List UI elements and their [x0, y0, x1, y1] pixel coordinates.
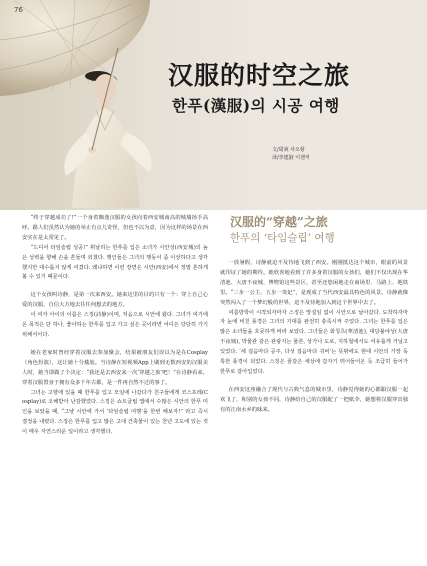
paragraph: 여름방학이 시작되자마자 스징은 망설임 없이 시안으로 날아갔다. 도착하자마자 눈에 비친 풍경은 그녀의 기대를 완전히 충족시켜 주었다. 그녀는 한푸를 입은 많은 소녀들을 흐뭇하게 바라 보았다. 그녀들은 화칭츠(華清池), 대당불야성(大唐不夜城), 박물관 같은 관광지는 물론, 상가나 도로, 지하철에서도 여유롭게 거닐고 있었다. ‘세 걸음마다 공주, 다섯 걸음마다 귀비’는 뜻밖에도 현대 시안의 가장 독특한 풍경이 되었다. 스징은 꿈같은 세상에 갑자기 뛰어들어온 듯 조급히 들어가 한푸로 갈아입었다.	[220, 309, 408, 375]
paragraph: 她在老家时曾经穿着汉服去参加聚会，结果被朋友们误以为是在Cosplay（角色扮演），这让她十分尴尬。当诗静在短视频App上刷到无数西安的汉服美人时，她当即做了个决定：“我还是去西安来一次‘穿越之旅’吧！”在诗静看来，穿着汉服置身于拥有众多千年古都，是一件再自然不过的事了。	[22, 349, 208, 386]
paragraph: 이 여자 아이의 이름은 스징(詩静)이며, 처음으로 시안에 왔다. 그녀가 여기에 온 목적은 단 하나, 좋아하는 한푸를 입고 가고 싶은 곳이라면 어디든 당당히 가기 위해서이다.	[22, 312, 208, 338]
paragraph: “드디어 타임슬립 성공!” 휘날리는 한푸를 입은 소녀가 시안성(西安城)의 높은 성벽을 향해 손을 흔들며 외쳤다. 행인들은 그녀의 행동이 좀 이상하다고 생각했지만 대수롭지 않게 여겼다. 왜냐하면 이런 장면은 시안(西安)에서 정말 흔하게 볼 수 있기 때문이다.	[22, 244, 208, 281]
subheading-chinese: 汉服的“穿越”之旅	[230, 215, 328, 229]
section-subheading	[230, 214, 408, 245]
page-title-chinese: 汉服的时空之旅	[168, 61, 351, 90]
translator-credit: 译/李建淑 이젠저	[272, 155, 310, 161]
paragraph: “终于穿越成功了!”一个身着飘逸汉服的女孩向着西安城南高的城墙扬手高呼。路人们虽然认为她的举止有点儿奇怪，但也不以为意，因为这样的场景在西安实在是太常见了。	[22, 215, 208, 241]
paragraph: 这个女孩叫诗静，是第一次来西安。她来这里的目的只有一个：穿上自己心爱的汉服，自信大方地去往任何想去的地方。	[22, 292, 208, 309]
writer-credit: 文/周爽 사오솽	[272, 147, 305, 153]
credits	[272, 146, 310, 162]
paragraph: 一放暑假，诗静就迫不及待地飞到了西安。刚刚抵达这个城市，眼前的风景就印证了她的期待。她欣喜地看到了许多身着汉服的女孩们，她们不仅出现在华清池、大唐不夜城、博物馆这些景区，甚至还悠闲地走在商场里、马路上、地铁里。“三步一公主，五步一贵妃”，是现成了当代西安最具特色的风景。诗静就像突然闯入了一个梦幻般的世界，迫不及待地加入到这个世界中去了。	[220, 260, 408, 306]
left-column	[22, 214, 208, 438]
umbrella-shape	[0, 0, 150, 96]
page-title-korean: 한푸(漢服)의 시공 여행	[172, 96, 340, 115]
page-number: 76	[14, 6, 23, 14]
subheading-korean: 한푸의 ‘타임슬립’ 여행	[230, 232, 335, 244]
paragraph: 그녀는 고향에 있을 때 한푸를 입고 모임에 나갔다가 친구들에게 코스프레(Cosplay)로 오해받아 난감했었다. 스징은 쇼트클립 앱에서 수많은 시안의 한푸 미인을 보았을 때, “그냥 시안에 가서 ‘타임슬립 여행’을 한번 해보자!” 라고 즉시 결정을 내렸다. 스징은 한푸를 입고 많은 고대 건축물이 있는 천년 고도에 있는 것이 매우 자연스러운 일이라고 생각했다.	[22, 389, 208, 436]
right-column	[220, 214, 408, 416]
paragraph: 在西安这座融合了现代与古典气息的城市里，诗静觉得她的心都跟汉服一起欢飞了，和别的女孩不同，诗静给自己的汉服配了一把纸伞，她想将汉服穿出独有的江南水乡的味来。	[220, 386, 408, 413]
